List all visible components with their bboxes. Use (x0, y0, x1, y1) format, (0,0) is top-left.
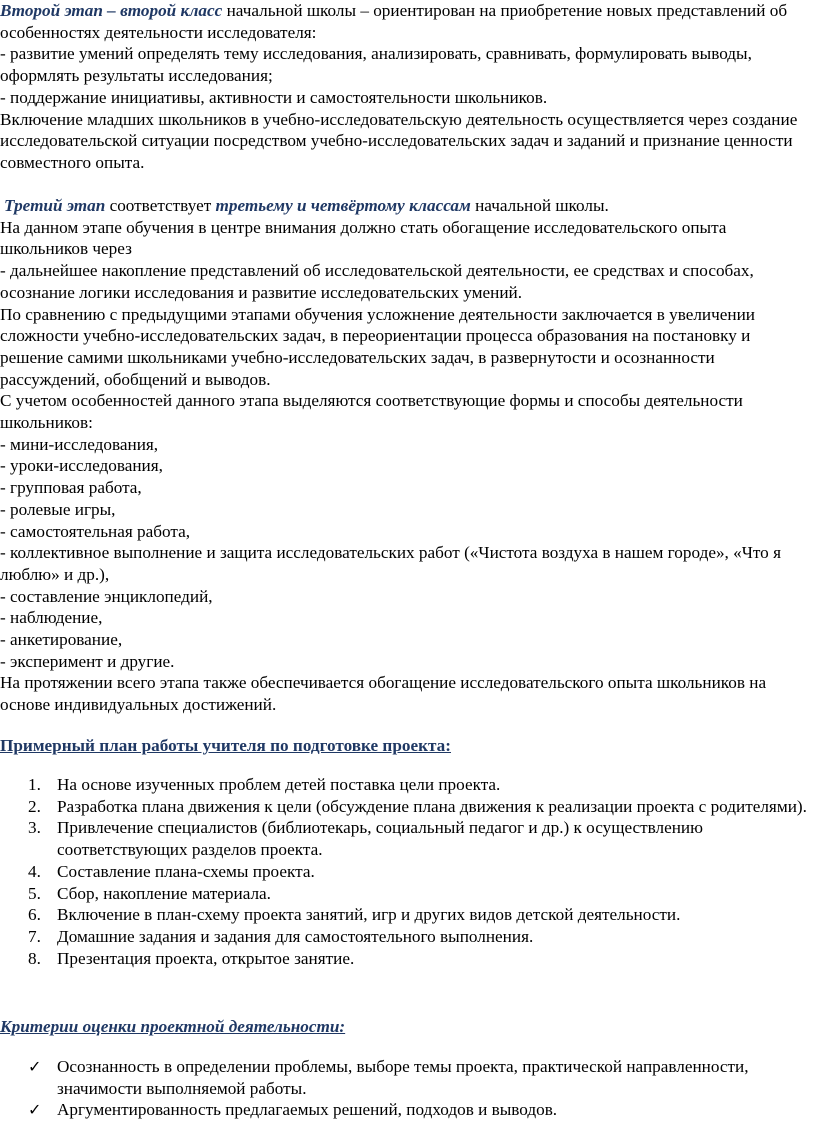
check-mark-icon: ✓ (28, 1057, 42, 1076)
stage-three-tail: начальной школы. (470, 196, 609, 215)
plan-item-text: Домашние задания и задания для самостоятельного выполнения. (57, 926, 534, 946)
plan-item-text: На основе изученных проблем детей поставка цели проекта. (57, 775, 501, 794)
plan-list (0, 774, 816, 969)
criteria-heading: Критерии оценки проектной деятельности: (0, 1017, 346, 1036)
form-list-item: - наблюдение, (0, 608, 103, 628)
form-list-item: - анкетирование, (0, 630, 123, 650)
form-list-item: - ролевые игры, (0, 499, 116, 519)
plan-item-number: 3. (28, 818, 41, 838)
criteria-item-text: Осознанность в определении проблемы, выборе темы проекта, практической направленности, значимости выполняемой работы. (57, 1057, 749, 1098)
plan-item-number: 6. (28, 905, 41, 925)
plan-item-text: Презентация проекта, открытое занятие. (57, 948, 355, 968)
stage-three-line: По сравнению с предыдущими этапами обучения усложнение деятельности заключается в увеличении сложности учебно-исследовательских задач, в переориентации процесса образования на постановку и решение самими школьниками учебно-исследовательских задач, в развернутости и осознанности рассуждений, обобщений и выводов. (0, 304, 755, 389)
form-list-item: - самостоятельная работа, (0, 521, 191, 541)
plan-item-text: Составление плана-схемы проекта. (57, 861, 315, 881)
stage-three-title: Третий этап (4, 196, 106, 215)
plan-item-number: 7. (28, 926, 41, 946)
plan-item-number: 5. (28, 883, 41, 903)
plan-item-text: Привлечение специалистов (библиотекарь, социальный педагог и др.) к осуществлению соответствующих разделов проекта. (57, 818, 703, 860)
plan-list-item (0, 883, 816, 905)
stage-two-line: Включение младших школьников в учебно-исследовательскую деятельность осуществляется через создание исследовательской ситуации посредством учебно-исследовательских задач и заданий и признание ценности совместного опыта. (0, 109, 798, 172)
form-list-item: - коллективное выполнение и защита исследовательских работ («Чистота воздуха в нашем городе», «Что я люблю» и др.), (0, 543, 781, 584)
plan-item-text: Разработка плана движения к цели (обсуждение плана движения к реализации проекта с родителями). (57, 796, 807, 816)
plan-list-item (0, 796, 816, 818)
stage-three-closing: На протяжении всего этапа также обеспечивается обогащение исследовательского опыта школьников на основе индивидуальных достижений. (0, 673, 767, 715)
plan-item-text: Включение в план-схему проекта занятий, игр и других видов детской деятельности. (57, 905, 681, 925)
plan-heading: Примерный план работы учителя по подготовке проекта: (0, 736, 451, 755)
plan-item-text: Сбор, накопление материала. (57, 883, 271, 903)
plan-item-number: 8. (28, 948, 41, 968)
plan-list-item (0, 774, 816, 796)
plan-item-number: 2. (28, 796, 41, 816)
form-list-item: - мини-исследования, (0, 434, 159, 454)
form-list-item: - составление энциклопедий, (0, 586, 213, 606)
plan-list-item (0, 817, 816, 860)
plan-list-item (0, 926, 816, 948)
criteria-list-item (0, 1056, 816, 1099)
stage-three-classes: третьему и четвёртому классам (215, 196, 471, 215)
criteria-list-item (0, 1099, 816, 1121)
plan-list-item (0, 861, 816, 883)
stage-three-line: На данном этапе обучения в центре внимания должно стать обогащение исследовательского опыта школьников через (0, 217, 727, 259)
check-mark-icon: ✓ (28, 1100, 42, 1120)
stage-two-title: Второй этап – второй класс (0, 1, 223, 20)
form-list-item: - уроки-исследования, (0, 456, 163, 476)
plan-list-item (0, 904, 816, 926)
stage-three-line: С учетом особенностей данного этапа выделяются соответствующие формы и способы деятельности школьников: (0, 391, 743, 433)
stage-three-intro (0, 195, 816, 217)
stage-two-line: - развитие умений определять тему исследования, анализировать, сравнивать, формулировать выводы, оформлять результаты исследования; (0, 44, 752, 86)
criteria-list (0, 1056, 816, 1121)
form-list-item: - групповая работа, (0, 478, 142, 498)
stage-two-intro-text: начальной школы – ориентирован на приобретение новых представлений об особенностях деятельности исследователя: (0, 1, 788, 42)
plan-item-number: 4. (28, 861, 41, 881)
plan-item-number: 1. (28, 775, 41, 794)
stage-three-mid: соответствует (105, 196, 216, 215)
stage-two-section (0, 0, 816, 174)
stage-two-line: - поддержание инициативы, активности и самостоятельности школьников. (0, 87, 548, 107)
criteria-item-text: Аргументированность предлагаемых решений, подходов и выводов. (57, 1100, 558, 1120)
form-list-item: - эксперимент и другие. (0, 651, 175, 671)
stage-two-intro (0, 0, 816, 43)
stage-three-section (0, 195, 816, 716)
stage-three-line: - дальнейшее накопление представлений об исследовательской деятельности, ее средствах и способах, осознание логики исследования и развитие исследовательских умений. (0, 261, 754, 302)
plan-list-item (0, 948, 816, 970)
